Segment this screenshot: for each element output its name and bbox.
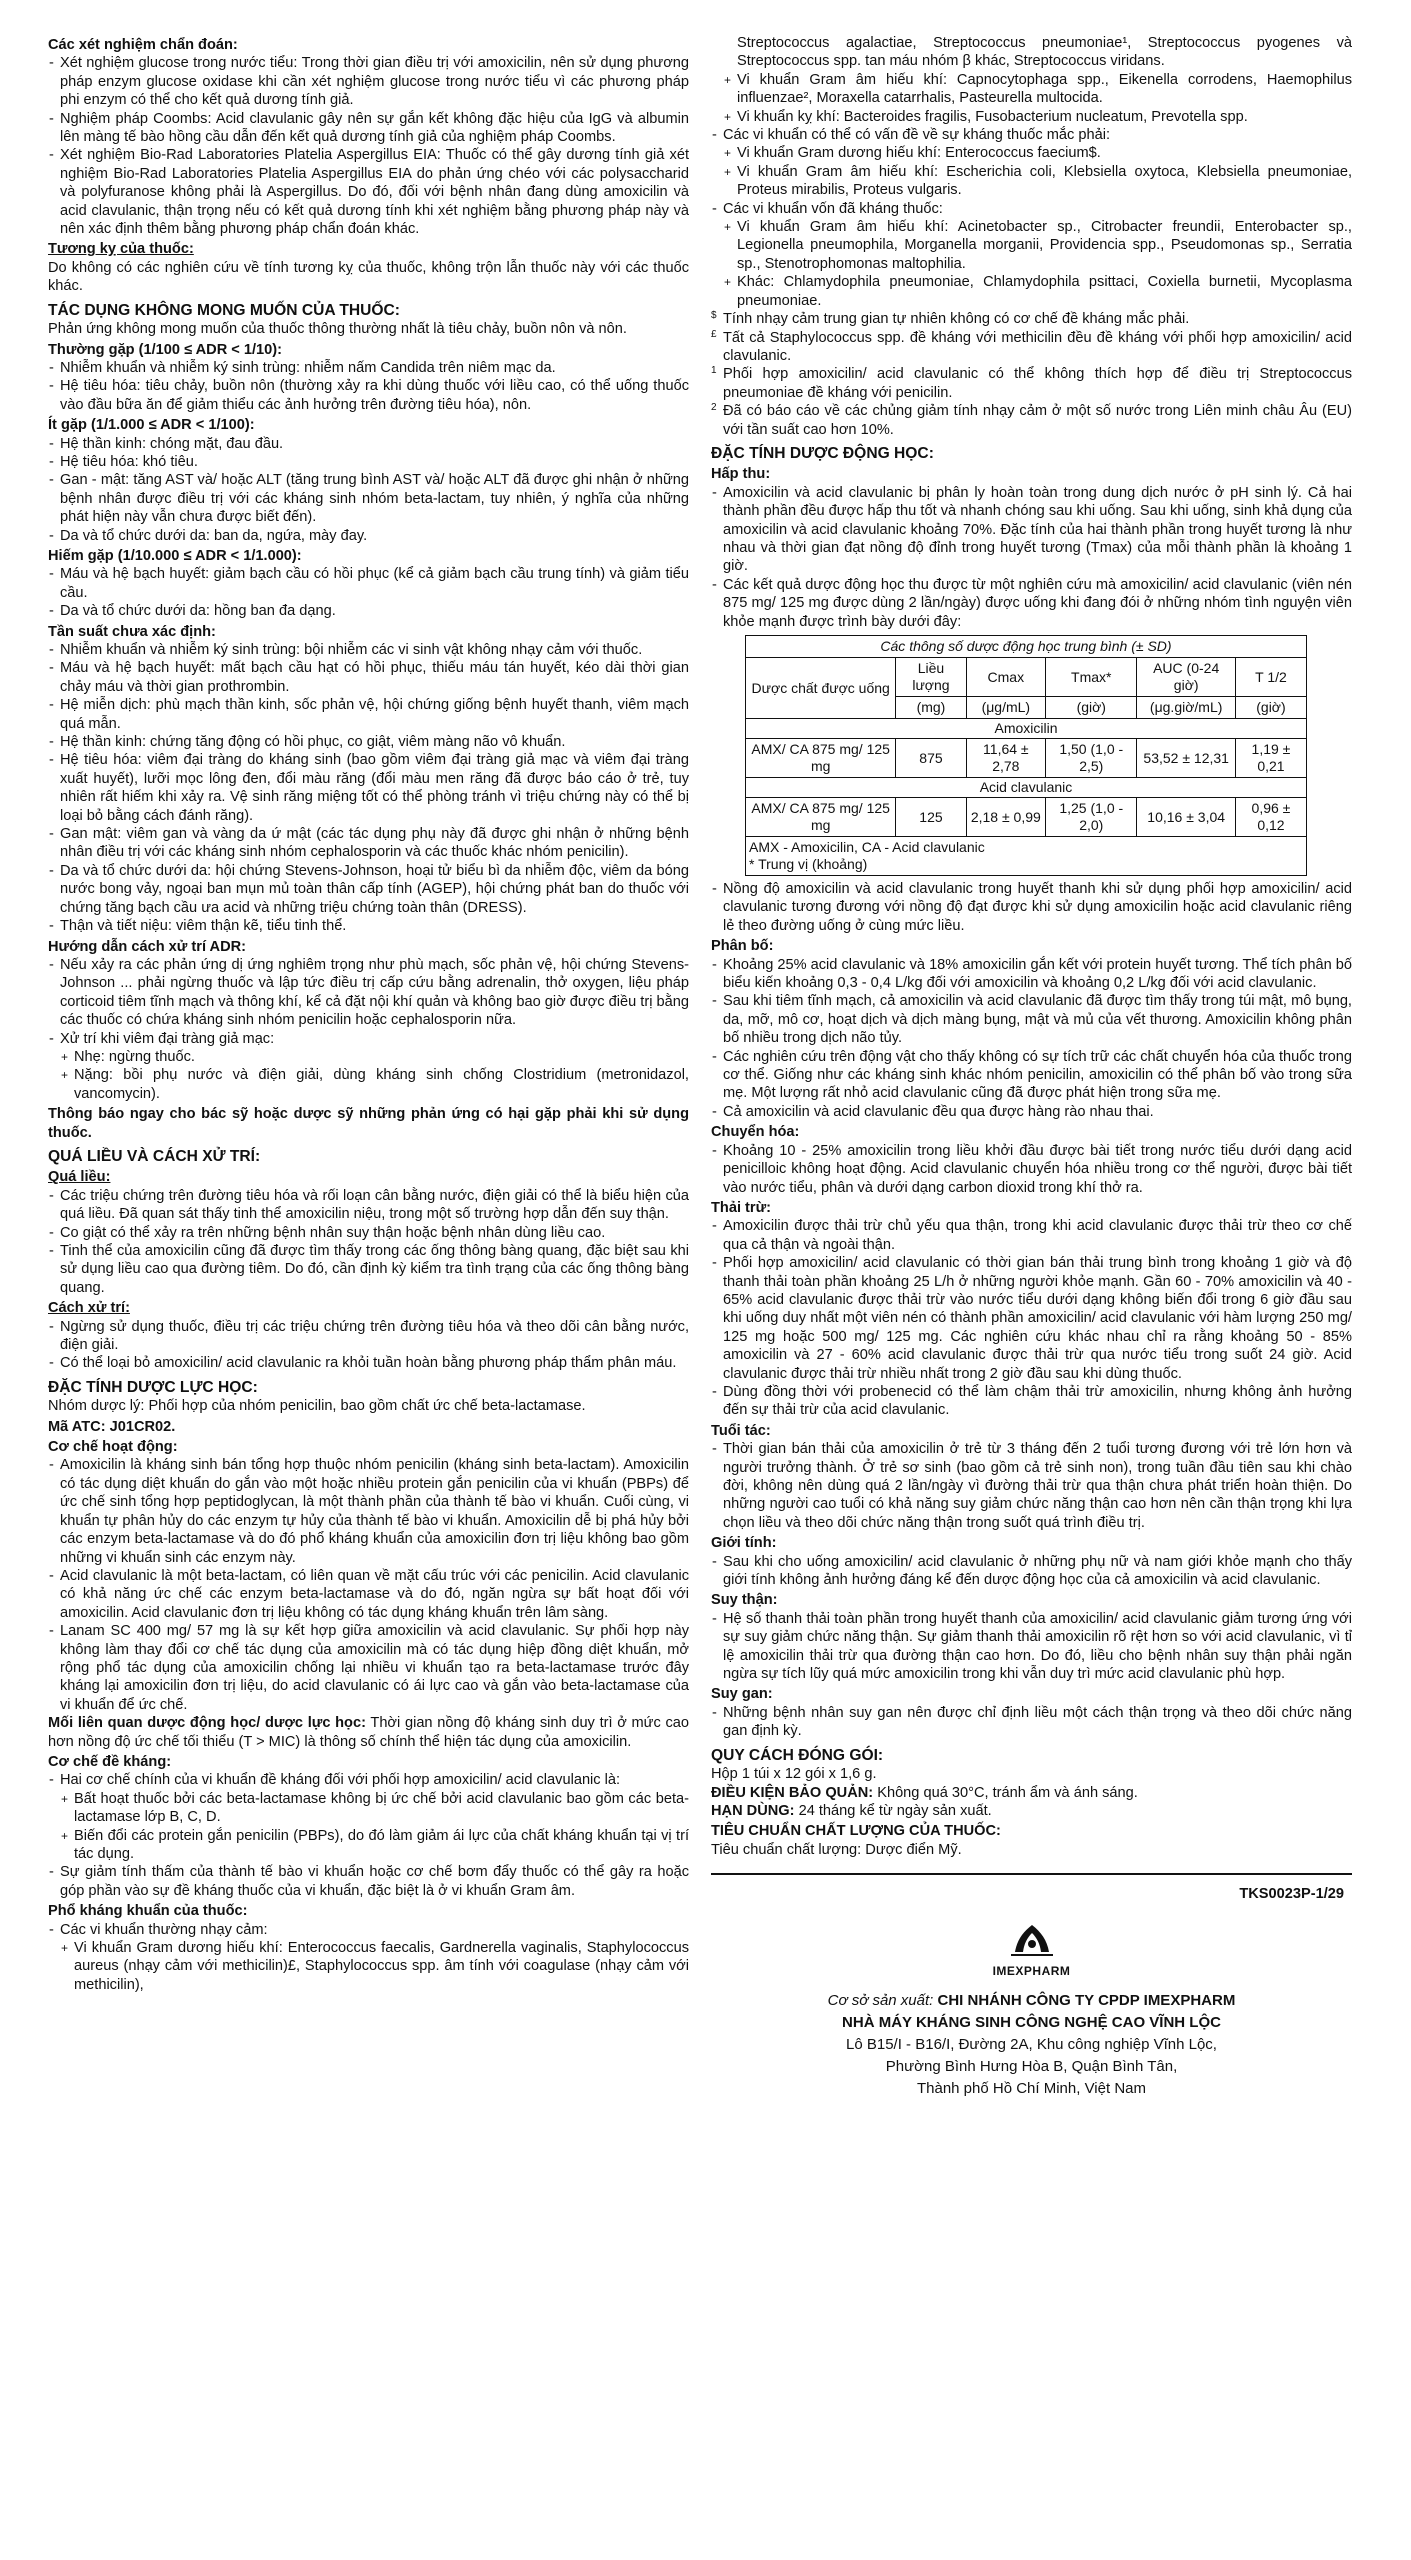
- rare-list: [48, 565, 689, 620]
- table-cell: 1,25 (1,0 - 2,0): [1046, 798, 1137, 837]
- table-cell: 1,50 (1,0 - 2,5): [1046, 739, 1137, 778]
- table-header: Dược chất được uống: [746, 658, 896, 719]
- list-item: - Cả amoxicilin và acid clavulanic đều qua được hàng rào nhau thai.: [711, 1103, 1352, 1121]
- spectrum-list: [48, 1921, 689, 1939]
- doc-code: TKS0023P-1/29: [1239, 1886, 1344, 1903]
- metab-list: [711, 1142, 1352, 1197]
- storage-text: Không quá 30°C, tránh ẩm và ánh sáng.: [877, 1784, 1138, 1801]
- diag-item: - Xét nghiệm Bio-Rad Laboratories Platelia Aspergillus EIA: Thuốc có thể gây dương tính giả xét nghiệm Bio-Rad Laboratories Platelia Aspergillus EIA do phản ứng chéo với các polysaccharid và polyfuranose không phải là Aspergillus. Do đó, đối với bệnh nhân đang dùng amoxicilin và acid clavulanic, thận trọng nếu có kết quả dương tính khi xét nghiệm bằng phương pháp này và nên xác định thêm bằng phương pháp chẩn đoán khác.: [48, 146, 689, 238]
- incompat-title: Tương kỵ của thuốc:: [48, 241, 194, 258]
- storage-line: [711, 1784, 1352, 1802]
- expiry-text: 24 tháng kể từ ngày sản xuất.: [798, 1802, 992, 1819]
- footnote: $ Tính nhạy cảm trung gian tự nhiên không có cơ chế đề kháng mắc phải.: [711, 310, 1190, 328]
- innate-list: [711, 200, 1352, 218]
- uncommon-title: Ít gặp (1/1.000 ≤ ADR < 1/100):: [48, 417, 255, 434]
- list-item: - Khoảng 25% acid clavulanic và 18% amoxicilin gắn kết với protein huyết tương. Thể tích phân bố biểu kiến khoảng 0,3 - 0,4 L/kg đối với amoxicilin và khoảng 0,2 L/kg đối với acid clavulanic.: [711, 956, 1352, 993]
- dist-title: Phân bố:: [711, 938, 774, 955]
- table-cell: 875: [896, 739, 966, 778]
- pkpd-title: Mối liên quan dược động học/ dược lực học:: [48, 1715, 366, 1732]
- table-header: AUC (0-24 giờ): [1137, 658, 1236, 697]
- abs-title: Hấp thu:: [711, 466, 771, 483]
- table-cell: 11,64 ± 2,78: [966, 739, 1046, 778]
- list-item: - Thận và tiết niệu: viêm thận kẽ, tiểu tinh thể.: [48, 917, 689, 935]
- common-title: Thường gặp (1/100 ≤ ADR < 1/10):: [48, 341, 282, 358]
- list-item: + Vi khuẩn Gram âm hiếu khí: Acinetobacter sp., Citrobacter freundii, Enterobacter sp., Legionella pneumophila, Morganella morganii, Providencia spp., Pseudomonas sp., Serratia sp., Stenotrophomonas maltophilia.: [711, 218, 1352, 273]
- list-item: - Phối hợp amoxicilin/ acid clavulanic có thời gian bán thải trung bình trong khoảng 1 giờ và độ thanh thải toàn phần khoảng 25 L/h ở những người khỏe mạnh. Gần 60 - 70% amoxicilin và 40 - 65% acid clavulanic được thải trừ vào nước tiểu dưới dạng không biến đổi trong 6 giờ đầu sau khi uống duy nhất một viên nén có thành phần amoxicilin/ acid clavulanic với hàm lượng 250 mg/ 125 mg hoặc 500 mg/ 125 mg. Các nghiên cứu khác nhau chỉ ra rằng khoảng 50 - 85% amoxicilin và 27 - 60% acid clavulanic được thải trừ qua nước tiểu trong suốt 24 giờ. Acid clavulanic được thải trừ nhiều nhất trong 2 giờ đầu sau khi dùng thuốc.: [711, 1254, 1352, 1383]
- table-cell: 2,18 ± 0,99: [966, 798, 1046, 837]
- overdose-list: [48, 1187, 689, 1297]
- list-item: - Sau khi tiêm tĩnh mạch, cả amoxicilin và acid clavulanic đã được tìm thấy trong túi mật, mô bụng, da, mỡ, mô cơ, hoạt dịch và dịch màng bụng, mật và mủ của vết thương. Amoxicilin không phân bố nhiều trong dịch não tủy.: [711, 992, 1352, 1047]
- imexpharm-logo-icon: [1005, 1922, 1059, 1960]
- list-item: + Bất hoạt thuốc bởi các beta-lactamase không bị ức chế bởi acid clavulanic bao gồm các beta-lactamase lớp B, C, D.: [48, 1790, 689, 1827]
- resist-list-2: [48, 1863, 689, 1900]
- storage-title: ĐIỀU KIỆN BẢO QUẢN:: [711, 1784, 874, 1801]
- left-column: [48, 34, 689, 2534]
- list-item: + Vi khuẩn Gram âm hiếu khí: Escherichia coli, Klebsiella oxytoca, Klebsiella pneumoniae, Proteus mirabilis, Proteus vulgaris.: [711, 163, 1352, 200]
- list-item: - Máu và hệ bạch huyết: mất bạch cầu hạt có hồi phục, thiếu máu tán huyết, kéo dài thời gian chảy máu và thời gian prothrombin.: [48, 659, 689, 696]
- list-item: - Hệ tiêu hóa: viêm đại tràng do kháng sinh (bao gồm viêm đại tràng giả mạc và viêm đại tràng xuất huyết), lưỡi mọc lông đen, đổi màu răng (đổi màu men răng đã được báo cáo ở trẻ, tuy nhiên rất hiếm khi xảy ra. Vệ sinh răng miệng tốt có thể phòng tránh vì triệu chứng này có thể bị loại bỏ bằng cách đánh răng).: [48, 751, 689, 825]
- list-item: - Sau khi cho uống amoxicilin/ acid clavulanic ở những phụ nữ và nam giới khỏe mạnh cho thấy giới tính không ảnh hưởng đáng kể đến dược động học của cả amoxicilin và acid clavulanic.: [711, 1553, 1352, 1590]
- spectrum-title: Phổ kháng khuẩn của thuốc:: [48, 1903, 248, 1920]
- liver-list: [711, 1704, 1352, 1741]
- sex-title: Giới tính:: [711, 1535, 777, 1552]
- list-item: - Gan mật: viêm gan và vàng da ứ mật (các tác dụng phụ này đã được ghi nhận ở những bệnh nhân điều trị với các kháng sinh nhóm cephalosporin và các thuốc khác nhóm penicilin).: [48, 825, 689, 862]
- mfr-address-3: Thành phố Hồ Chí Minh, Việt Nam: [916, 2079, 1146, 2097]
- liver-title: Suy gan:: [711, 1686, 773, 1703]
- sex-list: [711, 1553, 1352, 1590]
- treat-list: [48, 1318, 689, 1373]
- pkpd-para: [48, 1714, 689, 1751]
- list-item: - Có thể loại bỏ amoxicilin/ acid clavulanic ra khỏi tuần hoàn bằng phương pháp thẩm phân máu.: [48, 1354, 689, 1372]
- table-header: Tmax*: [1046, 658, 1137, 697]
- list-item: - Các kết quả dược động học thu được từ một nghiên cứu mà amoxicilin/ acid clavulanic (viên nén 875 mg/ 125 mg được dùng 2 lần/ngày) được uống khi đang đói ở những nhóm tình nguyện viên khỏe mạnh được trình bày dưới đây:: [711, 576, 1352, 631]
- pd-mech-title: Cơ chế hoạt động:: [48, 1439, 178, 1456]
- list-item: - Lanam SC 400 mg/ 57 mg là sự kết hợp giữa amoxicilin và acid clavulanic. Sự phối hợp này không làm thay đổi cơ chế tác dụng của amoxicilin mà có tác dụng hiệp đồng diệt khuẩn, mở rộng phổ tác dụng của amoxicilin chống lại nhiều vi khuẩn tạo ra beta-lactamase trước đây kháng lại amoxicilin đơn trị liệu, do acid clavulanic có ái lực cao và gắn vào beta-lactamase của vi khuẩn để ức chế.: [48, 1622, 689, 1714]
- list-item: - Amoxicilin và acid clavulanic bị phân ly hoàn toàn trong dung dịch nước ở pH sinh lý. Cả hai thành phần đều được hấp thu tốt và nhanh chóng sau khi uống. Sau khi uống, sinh khả dụng của amoxicilin và acid clavulanic khoảng 70%. Đặc tính của hai thành phần trong huyết tương là như nhau và thời gian đạt nồng độ đỉnh trong huyết tương (Tmax) của mỗi thành phần là khoảng 1 giờ.: [711, 484, 1352, 576]
- diag-list: [48, 54, 689, 238]
- list-item: - Gan - mật: tăng AST và/ hoặc ALT (tăng trung bình AST và/ hoặc ALT đã được ghi nhận ở những bệnh nhân được điều trị với các kháng sinh nhóm beta-lactam, tuy nhiên, ý nghĩa của những phát hiện này vẫn chưa được biết đến).: [48, 471, 689, 526]
- list-item: - Hệ tiêu hóa: tiêu chảy, buồn nôn (thường xảy ra khi dùng thuốc với liều cao, có thể uống thuốc vào đầu bữa ăn để giảm thiểu các ảnh hưởng trên đường tiêu hóa), nôn.: [48, 377, 689, 414]
- table-cell: 125: [896, 798, 966, 837]
- renal-list: [711, 1610, 1352, 1684]
- diag-item: - Nghiệm pháp Coombs: Acid clavulanic gây nên sự gắn kết không đặc hiệu của IgG và albumin lên màng tế bào hồng cầu dẫn đến kết quả dương tính giả của nghiệm pháp Coombs.: [48, 110, 689, 147]
- adr-mgmt-title: Hướng dẫn cách xử trí ADR:: [48, 938, 247, 955]
- acq-resist-list: [711, 126, 1352, 144]
- list-item: - Nồng độ amoxicilin và acid clavulanic trong huyết thanh khi sử dụng phối hợp amoxicilin/ acid clavulanic tương đương với nồng độ đạt được khi sử dụng amoxicilin hoặc acid clavulanic riêng lẻ theo đường uống ở cùng mức liều.: [711, 880, 1352, 935]
- list-item: - Các vi khuẩn thường nhạy cảm:: [48, 1921, 689, 1939]
- metab-title: Chuyển hóa:: [711, 1124, 800, 1141]
- pack-title: QUY CÁCH ĐÓNG GÓI:: [711, 1746, 884, 1764]
- right-column: [711, 34, 1352, 2534]
- age-title: Tuổi tác:: [711, 1422, 771, 1439]
- list-item: - Hai cơ chế chính của vi khuẩn đề kháng đối với phối hợp amoxicilin/ acid clavulanic là:: [48, 1771, 689, 1789]
- list-item: + Nặng: bồi phụ nước và điện giải, dùng kháng sinh chống Clostridium (metronidazol, vancomycin).: [48, 1066, 689, 1103]
- incompat-text: Do không có các nghiên cứu về tính tương kỵ của thuốc, không trộn lẫn thuốc này với các thuốc khác.: [48, 259, 689, 295]
- adr-mgmt-list: [48, 956, 689, 1048]
- list-item: - Amoxicilin được thải trừ chủ yếu qua thận, trong khi acid clavulanic được thải trừ theo cơ chế qua cả thận và ngoài thận.: [711, 1217, 1352, 1254]
- list-item: - Xử trí khi viêm đại tràng giả mạc:: [48, 1030, 689, 1048]
- pd-title: ĐẶC TÍNH DƯỢC LỰC HỌC:: [48, 1378, 258, 1396]
- manufacturer-block: [711, 1990, 1352, 2100]
- rare-title: Hiếm gặp (1/10.000 ≤ ADR < 1/1.000):: [48, 547, 302, 564]
- list-item: - Hệ số thanh thải toàn phần trong huyết thanh của amoxicilin/ acid clavulanic giảm tương ứng với sự suy giảm chức năng thận. Sự giảm thanh thải amoxicilin rõ rệt hơn so với acid clavulanic, vì tỉ lệ amoxicilin thải trừ qua đường thận cao hơn. Do đó, liều cho bệnh nhân suy thận phải ngăn ngừa sự tích lũy quá mức amoxicilin trong khi vẫn duy trì mức acid clavulanic phù hợp.: [711, 1610, 1352, 1684]
- list-item: - Những bệnh nhân suy gan nên được chỉ định liều một cách thận trọng và theo dõi chức năng gan định kỳ.: [711, 1704, 1352, 1741]
- overdose-title: QUÁ LIỀU VÀ CÁCH XỬ TRÍ:: [48, 1147, 261, 1165]
- list-item: - Da và tổ chức dưới da: hồng ban đa dạng.: [48, 602, 689, 620]
- resist-title: Cơ chế đề kháng:: [48, 1753, 172, 1770]
- pd-atc: Mã ATC: J01CR02.: [48, 1418, 176, 1435]
- diag-title: Các xét nghiệm chẩn đoán:: [48, 37, 238, 53]
- list-item: - Hệ thần kinh: chóng mặt, đau đầu.: [48, 435, 689, 453]
- table-caption: Các thông số dược động học trung bình (± SD): [746, 636, 1307, 658]
- table-unit: (mg): [896, 697, 966, 719]
- table-header: Cmax: [966, 658, 1046, 697]
- elim-title: Thải trừ:: [711, 1199, 772, 1216]
- elim-list: [711, 1217, 1352, 1419]
- list-item: - Hệ miễn dịch: phù mạch thần kinh, sốc phản vệ, hội chứng giống bệnh huyết thanh, viêm mạch quá mẫn.: [48, 696, 689, 733]
- spectrum-sublist: [48, 1939, 689, 1994]
- logo-text: IMEXPHARM: [992, 1963, 1071, 1978]
- table-row: [746, 798, 1307, 837]
- list-item: - Các vi khuẩn có thể có vấn đề về sự kháng thuốc mắc phải:: [711, 126, 1352, 144]
- list-item: - Máu và hệ bạch huyết: giảm bạch cầu có hồi phục (kể cả giảm bạch cầu trung tính) và giảm tiểu cầu.: [48, 565, 689, 602]
- list-item: - Hệ thần kinh: chứng tăng động có hồi phục, co giật, viêm màng não vô khuẩn.: [48, 733, 689, 751]
- expiry-line: [711, 1802, 1352, 1820]
- table-unit: (giờ): [1235, 697, 1306, 719]
- list-item: - Nếu xảy ra các phản ứng dị ứng nghiêm trọng như phù mạch, sốc phản vệ, hội chứng Stevens-Johnson ... phải ngừng thuốc và lập tức điều trị cấp cứu bằng adrenalin, thở oxygen, liệu pháp corticoid tiêm tĩnh mạch và thông khí, kể cả đặt nội khí quản và không bao giờ được điều trị bằng các thuốc có chứa kháng sinh nhóm penicilin hoặc cephalosporin nữa.: [48, 956, 689, 1030]
- table-cell: 1,19 ± 0,21: [1235, 739, 1306, 778]
- footnotes: [711, 310, 1352, 439]
- list-item: - Dùng đồng thời với probenecid có thể làm chậm thải trừ amoxicilin, nhưng không ảnh hưởng đến sự thải trừ của acid clavulanic.: [711, 1383, 1352, 1420]
- notify-text: Thông báo ngay cho bác sỹ hoặc dược sỹ những phản ứng có hại gặp phải khi sử dụng thuốc.: [48, 1106, 689, 1141]
- adr-mgmt-sublist: [48, 1048, 689, 1103]
- footnote: 1 Phối hợp amoxicilin/ acid clavulanic có thể không thích hợp để điều trị Streptococcus pneumoniae đề kháng với penicilin.: [711, 365, 1352, 401]
- list-item: - Tinh thể của amoxicilin cũng đã được tìm thấy trong các ống thông bàng quang, đặc biệt sau khi sử dụng liều cao qua đường tiêm. Do đó, cần định kỳ kiểm tra tình trạng của các ống thông bàng quang.: [48, 1242, 689, 1297]
- list-item: + Khác: Chlamydophila pneumoniae, Chlamydophila psittaci, Coxiella burnetii, Mycoplasma pneumoniae.: [711, 273, 1352, 310]
- table-unit: (giờ): [1046, 697, 1137, 719]
- mfr-name-1: CHI NHÁNH CÔNG TY CPDP IMEXPHARM: [937, 1991, 1236, 2009]
- uncommon-list: [48, 435, 689, 545]
- pkpd-text: Thời gian nồng độ kháng sinh duy trì ở mức cao hơn nồng độ ức chế tối thiểu (T > MIC) là thông số chính thể hiện tác dụng của amoxicilin.: [48, 1715, 689, 1750]
- resist-list: [48, 1771, 689, 1789]
- list-item: - Các nghiên cứu trên động vật cho thấy không có sự tích trữ các chất chuyển hóa của thuốc trong cơ thể. Giống như các kháng sinh khác nhóm penicilin, amoxicilin có thể phân bố vào trong sữa mẹ. Một lượng rất nhỏ acid clavulanic cũng đã được phát hiện trong sữa mẹ.: [711, 1048, 1352, 1103]
- pd-group: Nhóm dược lý: Phối hợp của nhóm penicilin, bao gồm chất ức chế beta-lactamase.: [48, 1398, 586, 1415]
- company-logo: [711, 1922, 1352, 1980]
- list-item: - Da và tổ chức dưới da: hội chứng Stevens-Johnson, hoại tử biểu bì da nhiễm độc, viêm da bóng nước bong vảy, ngoại ban mụn mủ toàn thân cấp tính (AGEP), hội chứng phát ban do thuốc với chứng tăng bạch cầu ưa acid và những triệu chứng toàn thân (DRESS).: [48, 862, 689, 917]
- footnote: 2 Đã có báo cáo về các chủng giảm tính nhạy cảm ở một số nước trong Liên minh châu Âu (EU) với tần suất cao hơn 10%.: [711, 402, 1352, 438]
- list-item: + Biến đổi các protein gắn penicilin (PBPs), do đó làm giảm ái lực của chất kháng khuẩn tại vị trí tác dụng.: [48, 1827, 689, 1864]
- list-item: + Nhẹ: ngừng thuốc.: [48, 1048, 689, 1066]
- table-cell: AMX/ CA 875 mg/ 125 mg: [746, 739, 896, 778]
- table-row: [746, 739, 1307, 778]
- pk-title: ĐẶC TÍNH DƯỢC ĐỘNG HỌC:: [711, 444, 934, 462]
- innate-sublist: [711, 218, 1352, 310]
- footnote: £ Tất cả Staphylococcus spp. đề kháng với methicilin đều đề kháng với phối hợp amoxicilin/ acid clavulanic.: [711, 328, 1352, 364]
- unknown-title: Tần suất chưa xác định:: [48, 623, 216, 640]
- list-item: - Nhiễm khuẩn và nhiễm ký sinh trùng: bội nhiễm các vi sinh vật không nhạy cảm với thuốc.: [48, 641, 689, 659]
- pack-text: Hộp 1 túi x 12 gói x 1,6 g.: [711, 1766, 877, 1783]
- dist-list: [711, 956, 1352, 1122]
- pk-table: [745, 635, 1307, 876]
- resist-sublist: [48, 1790, 689, 1864]
- treat-sub: Cách xử trí:: [48, 1300, 130, 1317]
- mfr-label: Cơ sở sản xuất:: [827, 1991, 934, 2009]
- adr-title: TÁC DỤNG KHÔNG MONG MUỐN CỦA THUỐC:: [48, 301, 400, 319]
- list-item: - Khoảng 10 - 25% amoxicilin trong liều khởi đầu được bài tiết trong nước tiểu dưới dạng acid penicilloic không hoạt động. Acid clavulanic chuyển hóa nhiều trong cơ thể người, được bài tiết vào nước tiểu, phân và dưới dạng carbon dioxid trong khí thở ra.: [711, 1142, 1352, 1197]
- spectrum-cont: Streptococcus agalactiae, Streptococcus pneumoniae¹, Streptococcus pyogenes và Streptococcus spp. tan máu nhóm β khác, Streptococcus viridans.: [737, 35, 1352, 70]
- list-item: - Co giật có thể xảy ra trên những bệnh nhân suy thận hoặc bệnh nhân dùng liều cao.: [48, 1224, 689, 1242]
- table-unit: (μg/mL): [966, 697, 1046, 719]
- list-item: - Các vi khuẩn vốn đã kháng thuốc:: [711, 200, 1352, 218]
- unknown-list: [48, 641, 689, 936]
- table-note: AMX - Amoxicilin, CA - Acid clavulanic * Trung vị (khoảng): [746, 837, 1307, 876]
- mfr-line-1: [711, 1990, 1352, 2012]
- table-cell: 0,96 ± 0,12: [1235, 798, 1306, 837]
- spectrum-sublist-2: [711, 71, 1352, 126]
- list-item: - Acid clavulanic là một beta-lactam, có liên quan về mặt cấu trúc với các penicilin. Acid clavulanic có khả năng ức chế các enzym beta-lactamase và do đó, ngăn ngừa sự bất hoạt đối với amoxicilin. Acid clavulanic đơn trị liệu không có tác dụng kháng khuẩn trên lâm sàng.: [48, 1567, 689, 1622]
- divider: [711, 1873, 1352, 1875]
- standard-title: TIÊU CHUẨN CHẤT LƯỢNG CỦA THUỐC:: [711, 1823, 1001, 1840]
- table-header: Liều lượng: [896, 658, 966, 697]
- list-item: + Vi khuẩn Gram dương hiếu khí: Enterococcus faecalis, Gardnerella vaginalis, Staphylococcus aureus (nhạy cảm với methicilin)£, Staphylococcus spp. âm tính với coagulase (nhạy cảm với methicilin),: [48, 1939, 689, 1994]
- renal-title: Suy thận:: [711, 1592, 778, 1609]
- list-item: - Da và tổ chức dưới da: ban da, ngứa, mày đay.: [48, 527, 689, 545]
- diag-item: - Xét nghiệm glucose trong nước tiểu: Trong thời gian điều trị với amoxicilin, nên sử dụng phương pháp enzym glucose oxidase khi cần xét nghiệm glucose trong nước tiểu vì các phương pháp phi enzym có thể cho kết quả dương tính giả.: [48, 54, 689, 109]
- list-item: + Vi khuẩn Gram dương hiếu khí: Enterococcus faecium$.: [711, 144, 1352, 162]
- abs-after-list: [711, 880, 1352, 935]
- mfr-address-2: Phường Bình Hưng Hòa B, Quận Bình Tân,: [885, 2057, 1178, 2075]
- table-group: Amoxicilin: [746, 719, 1307, 739]
- table-unit: (μg.giờ/mL): [1137, 697, 1236, 719]
- list-item: + Vi khuẩn kỵ khí: Bacteroides fragilis, Fusobacterium nucleatum, Prevotella spp.: [711, 108, 1352, 126]
- table-header: T 1/2: [1235, 658, 1306, 697]
- list-item: - Các triệu chứng trên đường tiêu hóa và rối loạn cân bằng nước, điện giải có thể là biểu hiện của quá liều. Đã quan sát thấy tinh thể amoxicilin niệu, trong một số trường hợp dẫn đến suy thận.: [48, 1187, 689, 1224]
- pd-mech-list: [48, 1456, 689, 1714]
- table-cell: 53,52 ± 12,31: [1137, 739, 1236, 778]
- standard-text: Tiêu chuẩn chất lượng: Dược điển Mỹ.: [711, 1841, 962, 1858]
- mfr-address-1: Lô B15/I - B16/I, Đường 2A, Khu công nghiệp Vĩnh Lộc,: [846, 2035, 1217, 2053]
- age-list: [711, 1440, 1352, 1532]
- table-group: Acid clavulanic: [746, 778, 1307, 798]
- list-item: - Hệ tiêu hóa: khó tiêu.: [48, 453, 689, 471]
- list-item: + Vi khuẩn Gram âm hiếu khí: Capnocytophaga spp., Eikenella corrodens, Haemophilus influenzae², Moraxella catarrhalis, Pasteurella multocida.: [711, 71, 1352, 108]
- adr-intro: Phản ứng không mong muốn của thuốc thông thường nhất là tiêu chảy, buồn nôn và nôn.: [48, 321, 627, 338]
- list-item: - Sự giảm tính thấm của thành tế bào vi khuẩn hoặc cơ chế bơm đẩy thuốc có thể gây ra hoặc góp phần vào sự đề kháng thuốc của vi khuẩn, đặc biệt là ở vi khuẩn Gram âm.: [48, 1863, 689, 1900]
- acq-sublist: [711, 144, 1352, 199]
- common-list: [48, 359, 689, 414]
- table-cell: AMX/ CA 875 mg/ 125 mg: [746, 798, 896, 837]
- list-item: - Nhiễm khuẩn và nhiễm ký sinh trùng: nhiễm nấm Candida trên niêm mạc da.: [48, 359, 689, 377]
- table-cell: 10,16 ± 3,04: [1137, 798, 1236, 837]
- list-item: - Ngừng sử dụng thuốc, điều trị các triệu chứng trên đường tiêu hóa và theo dõi cân bằng nước, điện giải.: [48, 1318, 689, 1355]
- list-item: - Thời gian bán thải của amoxicilin ở trẻ từ 3 tháng đến 2 tuổi tương đương với trẻ lớn hơn và người trưởng thành. Ở trẻ sơ sinh (bao gồm cả trẻ sinh non), trong tuần đầu tiên sau khi chào đời, không nên dùng quá 2 lần/ngày vì đường thải trừ qua thận chưa phát triển hoàn thiện. Do những người cao tuổi có khả năng suy giảm chức năng thận cao hơn nên cần thận trọng khi lựa chọn liều và theo dõi chức năng thận trong suốt quá trình điều trị.: [711, 1440, 1352, 1532]
- abs-list: [711, 484, 1352, 631]
- list-item: - Amoxicilin là kháng sinh bán tổng hợp thuộc nhóm penicilin (kháng sinh beta-lactam). Amoxicilin có tác dụng diệt khuẩn do gắn vào một hoặc nhiều protein gắn penicilin của vi khuẩn (PBPs) để ức chế sinh tổng hợp peptidoglycan, là một thành phần của thành tế bào vi khuẩn. Cuối cùng, vi khuẩn tự phân hủy do các enzym tự hủy của thành tế bào vi khuẩn. Amoxicilin dễ bị phá hủy bởi các enzym beta-lactamase và do đó phổ kháng khuẩn của amoxicilin đơn trị liệu không bao gồm những vi khuẩn sinh các enzym này.: [48, 1456, 689, 1566]
- overdose-sub: Quá liều:: [48, 1169, 111, 1186]
- expiry-title: HẠN DÙNG:: [711, 1802, 795, 1819]
- mfr-name-2: NHÀ MÁY KHÁNG SINH CÔNG NGHỆ CAO VĨNH LỘC: [842, 2013, 1221, 2031]
